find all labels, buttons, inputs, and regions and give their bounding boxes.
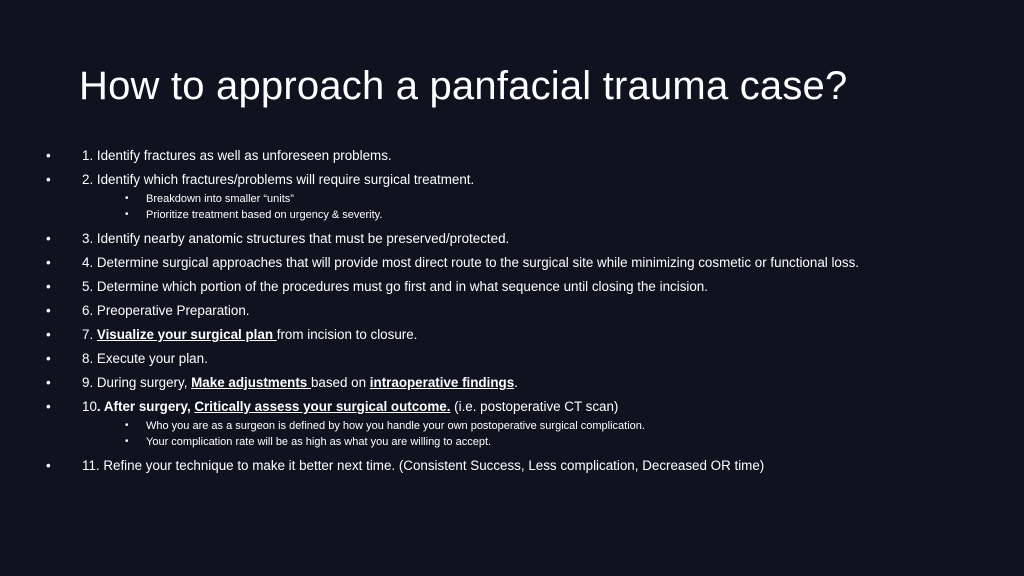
- item-text: (i.e. postoperative CT scan): [450, 399, 619, 414]
- emphasis-text: Critically assess your surgical outcome.: [194, 399, 451, 414]
- bullet-icon: •: [46, 255, 51, 270]
- emphasis-text: intraoperative findings: [369, 375, 515, 390]
- list-item-11: [42, 458, 1002, 474]
- sub-item: [82, 191, 1002, 207]
- item-text: 9. During surgery,: [82, 375, 192, 390]
- bullet-icon: •: [46, 458, 51, 473]
- list-item-5: [42, 279, 1002, 295]
- bullet-icon: •: [46, 279, 51, 294]
- sub-item-text: Who you are as a surgeon is defined by how you handle your own postoperative surgical complication.: [146, 420, 645, 432]
- list-item-3: [42, 231, 1002, 247]
- bullet-icon: •: [46, 231, 51, 246]
- bullet-icon: •: [46, 303, 51, 318]
- bullet-icon: •: [46, 351, 51, 366]
- item-text: 3. Identify nearby anatomic structures that must be preserved/protected.: [82, 231, 510, 246]
- item-text: 4. Determine surgical approaches that will provide most direct route to the surgical site while minimizing cosmetic or functional loss.: [82, 255, 859, 270]
- sub-item-text: Prioritize treatment based on urgency & severity.: [146, 209, 383, 221]
- slide-title: How to approach a panfacial trauma case?: [79, 64, 848, 108]
- item-text: 2. Identify which fractures/problems will require surgical treatment.: [82, 172, 475, 187]
- sub-item: [82, 434, 1002, 450]
- sub-item: [82, 207, 1002, 223]
- item-text: 11. Refine your technique to make it better next time. (Consistent Success, Less complication, Decreased OR time): [82, 458, 765, 473]
- item-text: 7.: [82, 327, 97, 342]
- item-text: from incision to closure.: [276, 327, 418, 342]
- item-text: 5. Determine which portion of the procedures must go first and in what sequence until closing the incision.: [82, 279, 708, 294]
- list-item-8: [42, 351, 1002, 367]
- sub-list: [82, 191, 1002, 223]
- list-item-9: [42, 375, 1002, 391]
- emphasis-text: Make adjustments: [191, 375, 311, 390]
- bullet-icon: •: [46, 172, 51, 187]
- bullet-list: [42, 148, 1002, 482]
- sub-item: [82, 418, 1002, 434]
- item-text: based on: [310, 375, 370, 390]
- bullet-icon: •: [46, 327, 51, 342]
- item-text: 10: [82, 399, 97, 414]
- list-item-1: [42, 148, 1002, 164]
- item-text: 1. Identify fractures as well as unforeseen problems.: [82, 148, 392, 163]
- bullet-icon: •: [46, 148, 51, 163]
- list-item-10: [42, 399, 1002, 450]
- list-item-4: [42, 255, 1002, 271]
- bullet-icon: •: [125, 436, 129, 447]
- sub-list: [82, 418, 1002, 450]
- bullet-icon: •: [125, 420, 129, 431]
- item-text: 6. Preoperative Preparation.: [82, 303, 250, 318]
- list-item-6: [42, 303, 1002, 319]
- list-item-2: [42, 172, 1002, 223]
- sub-item-text: Breakdown into smaller “units”: [146, 193, 294, 205]
- bullet-icon: •: [125, 209, 129, 220]
- item-text: .: [514, 375, 518, 390]
- sub-item-text: Your complication rate will be as high as what you are willing to accept.: [146, 436, 492, 448]
- item-text: 8. Execute your plan.: [82, 351, 208, 366]
- bullet-icon: •: [125, 193, 129, 204]
- bullet-icon: •: [46, 375, 51, 390]
- emphasis-text: Visualize your surgical plan: [96, 327, 277, 342]
- list-item-7: [42, 327, 1002, 343]
- bold-text: . After surgery,: [96, 399, 195, 414]
- bullet-icon: •: [46, 399, 51, 414]
